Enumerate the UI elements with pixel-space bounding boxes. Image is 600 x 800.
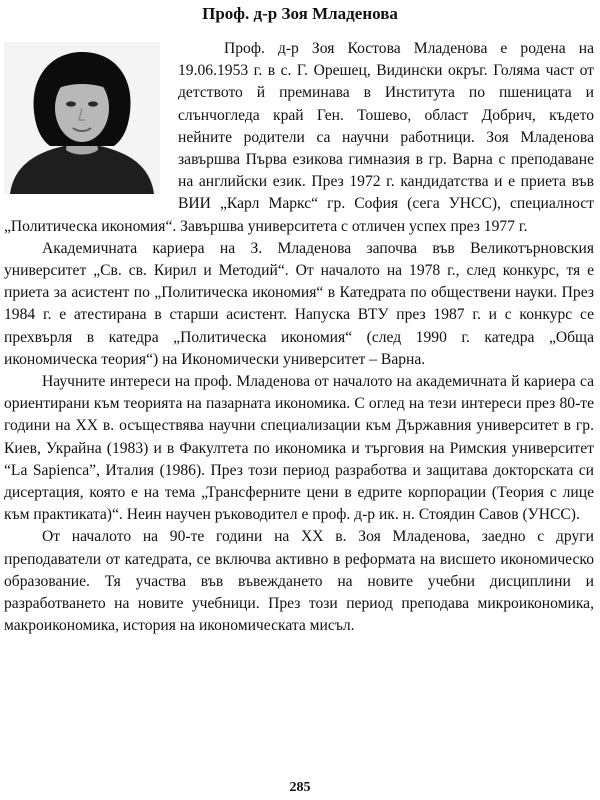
portrait-photo — [4, 42, 160, 194]
paragraph-biography: Проф. д-р Зоя Костова Младенова е родена на 19.06.1953 г. в с. Г. Орешец, Видински окръг. Голяма част от детството й преминава в Института по пшеницата и слънчогледа край Ген. Тошево, област Добрич, където нейните родители са научни работници. Зоя Младенова завършва Първа езикова гимназия в гр. Варна с преподаване на английски език. През 1972 г. кандидатства и е приета във ВИИ „Карл Маркс“ гр. София (сега УНСС), специалност „Политическа икономия“. Завършва университета с отличен успех през 1977 г. — [4, 40, 594, 235]
portrait-illustration — [4, 42, 160, 194]
article-body — [4, 38, 594, 637]
paragraph-academic-career: Академичната кариера на З. Младенова започва във Великотърновския университет „Св. св. Кирил и Методий“. От началото на 1978 г., след конкурс, тя е приета за асистент по „Политическа икономия“ в Катедрата по обществени науки. През 1984 г. е атестирана в старши асистент. Напуска ВТУ през 1987 г. и с конкурс се прехвърля в катедра „Политическа икономия“ (след 1990 г. катедра „Обща икономическа теория“) на Икономически университет – Варна. — [4, 239, 594, 368]
page-title: Проф. д-р Зоя Младенова — [202, 4, 398, 23]
page-number: 285 — [289, 780, 311, 795]
paragraph-research-interests: Научните интереси на проф. Младенова от началото на академичната й кариера са ориентирани към теорията на пазарната икономика. С оглед на тези интереси през 80-те години на XX в. осъществява научни специализации към Държавния университет в гр. Киев, Украйна (1983) и в Факултета по икономика и търговия на Римския университет “La Sapienca”, Италия (1986). През този период разработва и защитава докторската си дисертация, която е на тема „Трансферните цени в едрите корпорации (Теория с лице към практиката)“. Неин научен ръководител е проф. д-р ик. н. Стоядин Савов (УНСС). — [4, 373, 594, 524]
paragraph-education-reform: От началото на 90-те години на XX в. Зоя Младенова, заедно с други преподаватели от катедрата, се включва активно в реформата на висшето икономическо образование. Тя участва във въвеждането на новите учебни дисциплини и разработването на новите учебници. През този период преподава микроикономика, макроикономика, история на икономическата мисъл. — [4, 528, 594, 635]
